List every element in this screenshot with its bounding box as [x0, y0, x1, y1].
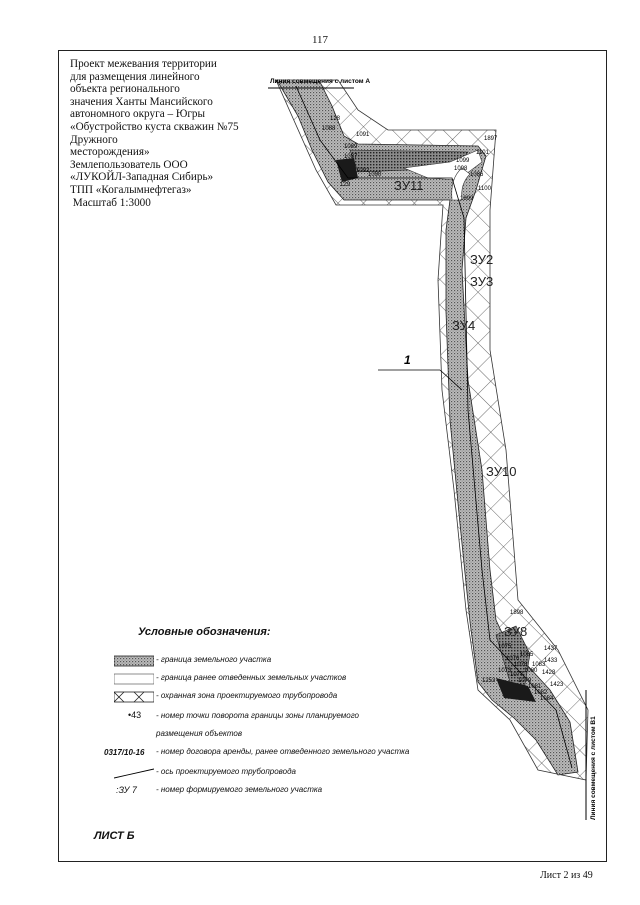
- legend-heading: Условные обозначения:: [138, 626, 271, 638]
- zone-label: ЗУ10: [486, 464, 517, 479]
- legend-text: - ось проектируемого трубопровода: [156, 767, 297, 776]
- zone-label: ЗУ4: [452, 318, 476, 333]
- title-line: «Обустройство куста скважин №75: [70, 120, 239, 133]
- legend-item-protection-zone: [104, 688, 484, 706]
- point-label: 1076: [506, 656, 520, 662]
- point-label: 1091: [356, 132, 370, 138]
- point-label: 1085: [520, 652, 534, 658]
- legend-text: размещения объектов: [156, 729, 243, 738]
- point-label: 1437: [544, 646, 558, 652]
- empty-swatch-icon: [114, 673, 154, 685]
- zone-label: ЗУ3: [470, 274, 494, 289]
- legend-text: - номер формируемого земельного участка: [156, 785, 323, 794]
- zone-label: ЗУ11: [394, 178, 424, 193]
- legend-item-turn-point: [104, 708, 484, 726]
- turn-point-symbol: •43: [128, 710, 142, 720]
- title-line: Дружного: [70, 133, 118, 146]
- point-label: 1899: [460, 196, 474, 202]
- point-label: 1423: [550, 682, 564, 688]
- match-line-top-label: Линия совмещения с листом А: [270, 78, 371, 85]
- legend-item-continuation: [104, 726, 484, 744]
- scale-line: Масштаб 1:3000: [70, 196, 151, 209]
- crosshatch-swatch-icon: [114, 691, 154, 703]
- axis-line-icon: [114, 767, 154, 779]
- title-line: Землепользователь ООО: [70, 158, 188, 171]
- point-label: 1098: [454, 166, 468, 172]
- point-label: 1081: [528, 684, 542, 690]
- legend-text: - граница ранее отведенных земельных участков: [156, 673, 347, 682]
- point-label: 129: [340, 182, 351, 188]
- title-line: месторождения»: [70, 146, 150, 159]
- title-line: для размещения линейного: [70, 70, 200, 83]
- sheet-label: ЛИСТ Б: [94, 830, 135, 842]
- legend-item-lease-number: [104, 744, 484, 762]
- lease-number-symbol: 0317/10-16: [104, 748, 145, 757]
- point-label: 1099: [456, 158, 470, 164]
- point-label: 1084: [540, 696, 554, 702]
- point-label: 1075: [498, 644, 512, 650]
- point-label: 1428: [542, 670, 556, 676]
- point-label: 1092: [356, 168, 370, 174]
- sheet-counter: Лист 2 из 49: [540, 870, 593, 881]
- stipple-swatch-icon: [114, 655, 154, 667]
- point-label: 1080: [524, 668, 538, 674]
- legend-text: - охранная зона проектируемого трубопровода: [156, 691, 338, 700]
- point-label: 1253: [482, 678, 496, 684]
- point-label: 1101: [476, 150, 489, 156]
- legend-item-parcel-boundary: [104, 652, 484, 670]
- point-label: 1082: [534, 690, 548, 696]
- zone-label: ЗУ8: [504, 624, 528, 639]
- point-label: 1078: [514, 662, 528, 668]
- point-label: 1086: [470, 172, 484, 178]
- point-label: 1898: [510, 610, 524, 616]
- point-label: 1088: [322, 126, 336, 132]
- point-label: 1083: [532, 662, 546, 668]
- zone-label: ЗУ2: [470, 252, 494, 267]
- legend-text: - номер договора аренды, ранее отведенного земельного участка: [156, 747, 410, 756]
- title-line: «ЛУКОЙЛ-Западная Сибирь»: [70, 171, 214, 184]
- point-label: 1100: [478, 186, 491, 192]
- point-label: 1087: [344, 154, 358, 160]
- title-line: значения Ханты Мансийского: [70, 95, 213, 108]
- page-number: 117: [311, 34, 329, 46]
- match-line-right-label: Линия совмещения с листом В1: [590, 716, 597, 820]
- legend-item-pipeline-axis: [104, 764, 484, 782]
- legend-item-parcel-number: [104, 782, 484, 800]
- legend-text: - номер точки поворота границы зоны планируемого: [156, 711, 360, 720]
- legend-item-prior-parcels: [104, 670, 484, 688]
- point-label: 1079: [518, 678, 532, 684]
- title-line: ТПП «Когалымнефтегаз»: [70, 183, 192, 196]
- point-label: 128: [330, 116, 341, 122]
- point-label: 1897: [484, 136, 498, 142]
- point-label: 1073: [498, 668, 512, 674]
- point-label: 1077: [510, 672, 524, 678]
- title-line: объекта регионального: [70, 83, 180, 96]
- parcel-number-symbol: :ЗУ 7: [116, 785, 137, 795]
- title-line: Проект межевания территории: [70, 58, 217, 70]
- point-label: 1090: [368, 172, 382, 178]
- title-block: [70, 58, 270, 209]
- title-line: автономного округа – Югры: [70, 108, 206, 121]
- axis-callout-label: 1: [404, 353, 411, 367]
- legend-text: - граница земельного участка: [156, 655, 272, 664]
- point-label: 1089: [344, 144, 358, 150]
- point-label: 1433: [544, 658, 558, 664]
